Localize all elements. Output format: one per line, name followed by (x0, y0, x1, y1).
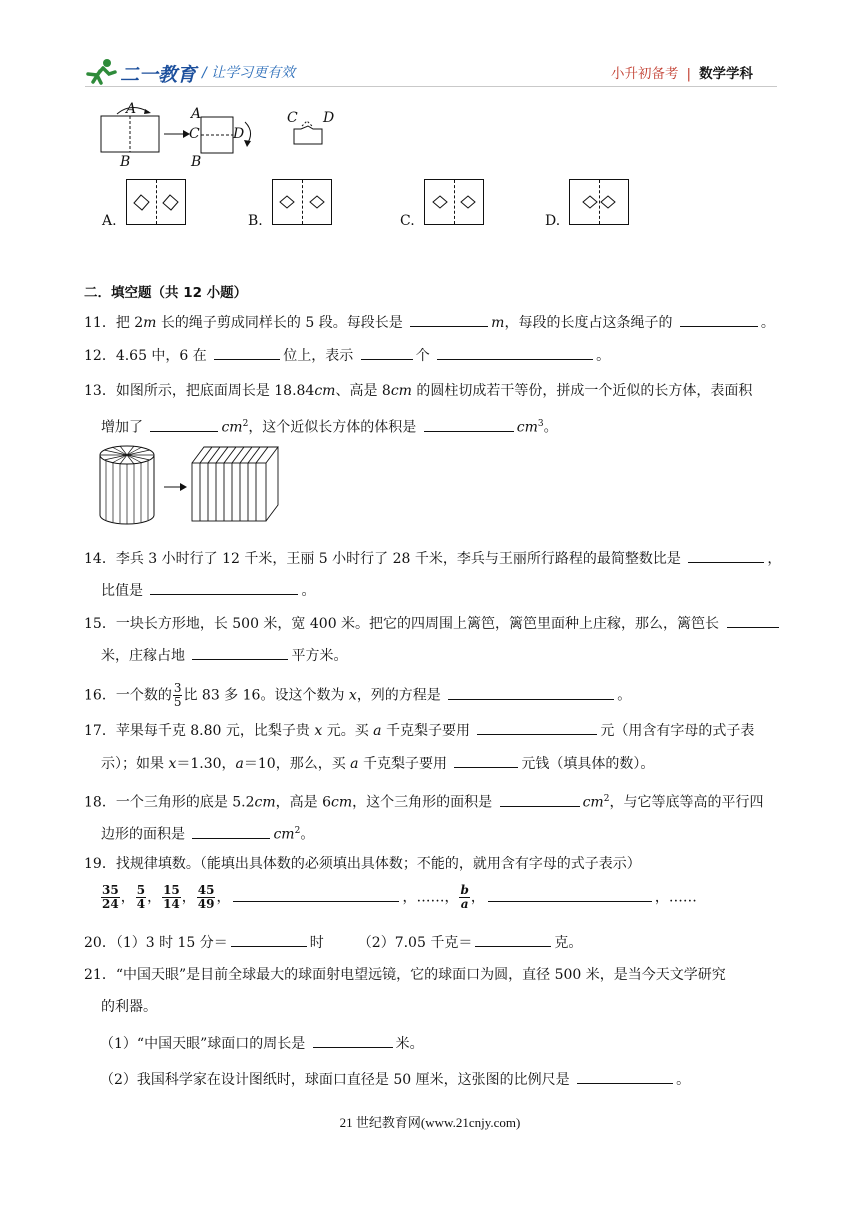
fig-label-d1: D (233, 126, 245, 142)
option-b-label: B. (248, 213, 263, 229)
question-20: 20．（1）3 时 15 分＝ 时 （2）7.05 千克＝ 克。 (84, 932, 582, 953)
answer-blank[interactable] (727, 613, 779, 628)
question-21-line2: 的利器。 (101, 999, 157, 1015)
answer-blank[interactable] (231, 932, 307, 947)
option-d-label: D. (545, 213, 561, 229)
answer-blank[interactable] (192, 645, 288, 660)
answer-blank[interactable] (424, 417, 514, 432)
answer-blank[interactable] (361, 345, 413, 360)
answer-blank[interactable] (150, 417, 218, 432)
question-21-sub1: （1）“中国天眼”球面口的周长是 米。 (100, 1033, 424, 1054)
answer-blank[interactable] (500, 792, 580, 807)
cylinder-to-cuboid-figure (98, 443, 284, 529)
fig-label-a2: A (191, 106, 202, 122)
answer-blank[interactable] (214, 345, 280, 360)
header-right (611, 62, 753, 82)
question-21-line1: 21．“中国天眼”是目前全球最大的球面射电望远镜，它的球面口为圆，直径 500 米，是当今天文学研究 (84, 967, 726, 983)
question-14-line1: 14．李兵 3 小时行了 12 千米，王丽 5 小时行了 28 千米，李兵与王丽所行路程的最简整数比是 ， (84, 548, 781, 569)
answer-blank[interactable] (313, 1033, 393, 1048)
answer-blank[interactable] (448, 685, 614, 700)
question-19-sequence: $\frac{35}{24}$ ， $\frac{5}{4}$ ， $\frac{15}{14}$ ， $\frac{45}{49}$ ， ，……， $\frac{b}{a}$ ， ，…… (102, 883, 697, 911)
question-13-line2: 增加了 $cm^2$，这个近似长方体的体积是 $cm^3$。 (101, 414, 558, 438)
answer-blank[interactable] (150, 580, 298, 595)
fig-label-b2: B (191, 154, 202, 170)
option-b-figure (272, 179, 332, 225)
question-15-line2: 米，庄稼占地 平方米。 (101, 645, 347, 666)
answer-blank[interactable] (454, 753, 518, 768)
section-title: 二．填空题（共 12 小题） (84, 285, 248, 301)
question-12: 12．4.65 中，6 在 位上，表示 个 。 (84, 345, 610, 366)
fig-label-c1: C (189, 126, 200, 142)
option-c-label: C. (400, 213, 415, 229)
footer: 21 世纪教育网(www.21cnjy.com) (339, 1115, 521, 1130)
option-c-figure (424, 179, 484, 225)
runner-logo-icon (83, 58, 119, 86)
question-19-text: 19．找规律填数。（能填出具体数的必须填出具体数；不能的，就用含有字母的式子表示） (84, 856, 641, 872)
header-rule (85, 86, 777, 87)
option-a-label: A. (102, 213, 117, 229)
option-d-figure (569, 179, 629, 225)
question-17-line1: 17．苹果每千克 8.80 元，比梨子贵 x 元。买 a 千克梨子要用 元（用含有字母的式子表 (84, 720, 754, 741)
fig-label-a1: A (126, 101, 137, 117)
answer-blank[interactable] (688, 548, 764, 563)
logo-text: 二一教育 (120, 64, 197, 86)
answer-blank[interactable] (680, 312, 758, 327)
question-13-line1: 13．如图所示，把底面周长是 18.84cm、高是 8cm 的圆柱切成若干等份，拼成一个近似的长方体，表面积 (84, 383, 753, 399)
answer-blank[interactable] (488, 887, 652, 902)
answer-blank[interactable] (477, 720, 597, 735)
question-14-line2: 比值是 。 (101, 580, 315, 601)
question-11: 11．把 2m 长的绳子剪成同样长的 5 段。每段长是 m，每段的长度占这条绳子的 。 (84, 312, 775, 333)
option-a-figure (126, 179, 186, 225)
header-separator: | (686, 66, 692, 82)
subject-label: 数学学科 (699, 66, 754, 82)
answer-blank[interactable] (192, 824, 270, 839)
question-21-sub2: （2）我国科学家在设计图纸时，球面口直径是 50 厘米，这张图的比例尺是 。 (100, 1069, 690, 1090)
fig-label-b1: B (120, 154, 131, 170)
category-label: 小升初备考 (611, 66, 679, 82)
answer-blank[interactable] (410, 312, 488, 327)
fig-label-c2: C (287, 110, 298, 126)
answer-blank[interactable] (475, 932, 551, 947)
answer-blank[interactable] (437, 345, 593, 360)
question-17-line2: 示）；如果 x＝1.30，a＝10，那么，买 a 千克梨子要用 元钱（填具体的数）。 (101, 753, 654, 774)
answer-blank[interactable] (577, 1069, 673, 1084)
answer-blank[interactable] (233, 887, 399, 902)
question-18-line1: 18．一个三角形的底是 5.2cm，高是 6cm，这个三角形的面积是 $cm^2$，与它等底等高的平行四 (84, 789, 763, 813)
question-15-line1: 15．一块长方形地，长 500 米，宽 400 米。把它的四周围上篱笆，篱笆里面种上庄稼，那么，篱笆长 (84, 613, 782, 634)
question-18-line2: 边形的面积是 $cm^2$。 (101, 821, 314, 845)
question-16: 16．一个数的 $\frac{3}{5}$ 比 83 多 16。设这个数为 x，列的方程是 。 (84, 681, 632, 709)
fig-label-d2: D (323, 110, 335, 126)
slogan: / 让学习更有效 (202, 65, 296, 81)
